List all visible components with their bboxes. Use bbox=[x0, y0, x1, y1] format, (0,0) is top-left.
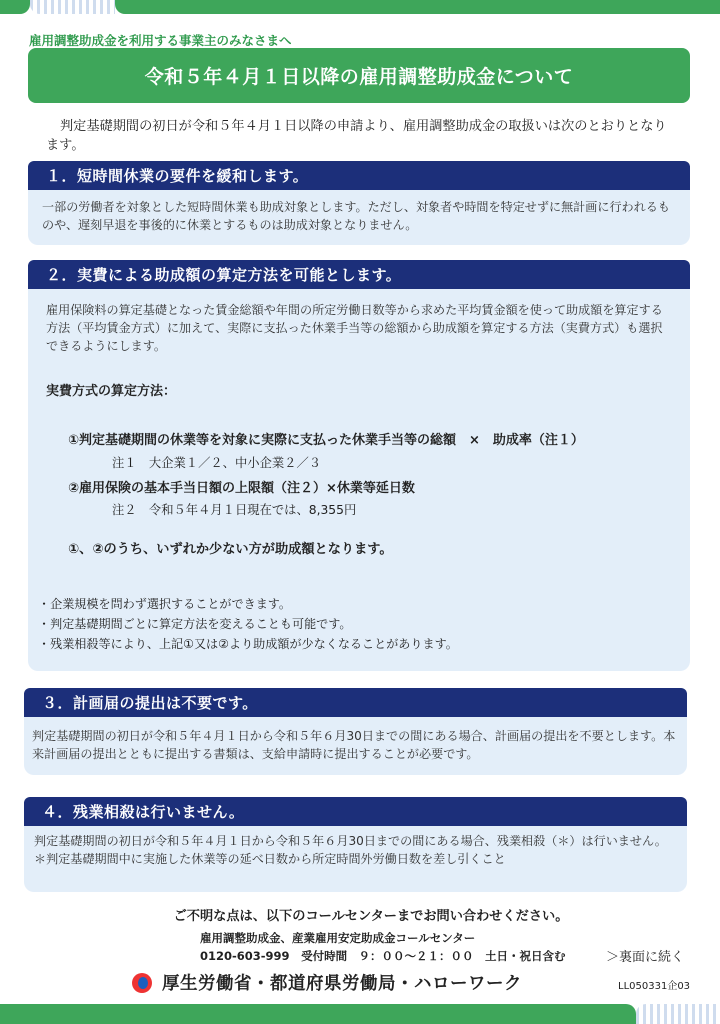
section-2-heading: ２．実費による助成額の算定方法を可能とします。 bbox=[28, 260, 690, 289]
bullet-item: ・企業規模を問わず選択することができます。 bbox=[38, 597, 292, 611]
formula-conclusion: ①、②のうち、いずれか少ない方が助成額となります。 bbox=[68, 542, 393, 557]
section-2-text: 雇用保険料の算定基礎となった賃金総額や年間の所定労働日数等から求めた平均賃金額を使って助成額を算定する方法（平均賃金方式）に加えて、実際に支払った休業手当等の総額から助成額を算定する方法（実費方式）も選択できるようにします。 bbox=[46, 303, 663, 353]
top-stripe-decoration bbox=[30, 0, 115, 14]
section-1-body: 一部の労働者を対象とした短時間休業も助成対象とします。ただし、対象者や時間を特定せずに無計画に行われるものや、遅刻早退を事後的に休業とするものは助成対象となりません。 bbox=[28, 190, 690, 245]
section-3 bbox=[24, 688, 687, 775]
call-center-name: 雇用調整助成金、産業雇用安定助成金コールセンター bbox=[200, 931, 476, 945]
page-title: 令和５年４月１日以降の雇用調整助成金について bbox=[144, 66, 574, 88]
call-center-phone: 0120-603-999 受付時間 ９：００～２１：００ 土日・祝日含む bbox=[200, 949, 566, 963]
section-4-body bbox=[24, 826, 687, 892]
organization-name: 厚生労働省・都道府県労働局・ハローワーク bbox=[162, 974, 522, 994]
contact-intro: ご不明な点は、以下のコールセンターまでお問い合わせください。 bbox=[173, 909, 569, 924]
section-4-text: 判定基礎期間の初日が令和５年４月１日から令和５年６月30日までの間にある場合、残業相殺（＊）は行いません。 bbox=[34, 834, 667, 848]
bottom-green-bar bbox=[0, 1004, 636, 1024]
title-banner bbox=[28, 48, 690, 103]
bullet-list bbox=[38, 594, 458, 654]
section-4-note: ＊判定基礎期間中に実施した休業等の延べ日数から所定時間外労働日数を差し引くこと bbox=[34, 852, 506, 866]
top-left-decoration bbox=[0, 0, 30, 14]
intro-paragraph: 判定基礎期間の初日が令和５年４月１日以降の申請より、雇用調整助成金の取扱いは次のとおりとなります。 bbox=[46, 119, 667, 153]
calc-method-heading: 実費方式の算定方法： bbox=[46, 384, 177, 399]
section-1 bbox=[28, 161, 690, 245]
organization-footer bbox=[132, 970, 522, 995]
top-green-bar bbox=[115, 0, 720, 14]
section-4-heading: ４．残業相殺は行いません。 bbox=[24, 797, 687, 826]
continue-label: ＞裏面に続く bbox=[606, 950, 685, 965]
note-1: 注１ 大企業１／２、中小企業２／３ bbox=[112, 456, 322, 470]
note-2: 注２ 令和５年４月１日現在では、8,355円 bbox=[112, 503, 357, 517]
mhlw-logo-icon bbox=[132, 973, 152, 993]
section-3-heading: ３．計画届の提出は不要です。 bbox=[24, 688, 687, 717]
section-1-heading: １．短時間休業の要件を緩和します。 bbox=[28, 161, 690, 190]
document-code: LL050331企03 bbox=[618, 981, 691, 992]
section-4 bbox=[24, 797, 687, 892]
formula-2: ②雇用保険の基本手当日額の上限額（注２）×休業等延日数 bbox=[68, 481, 415, 496]
section-3-body: 判定基礎期間の初日が令和５年４月１日から令和５年６月30日までの間にある場合、計画届の提出を不要とします。本来計画届の提出とともに提出する書類は、支給申請時に提出することが必要です。 bbox=[24, 717, 687, 775]
lead-text: 雇用調整助成金を利用する事業主のみなさまへ bbox=[29, 33, 292, 48]
bullet-item: ・残業相殺等により、上記①又は②より助成額が少なくなることがあります。 bbox=[38, 637, 458, 651]
bullet-item: ・判定基礎期間ごとに算定方法を変えることも可能です。 bbox=[38, 617, 352, 631]
bottom-stripe-decoration bbox=[636, 1004, 720, 1024]
formula-1: ①判定基礎期間の休業等を対象に実際に支払った休業手当等の総額 × 助成率（注１） bbox=[68, 433, 584, 448]
